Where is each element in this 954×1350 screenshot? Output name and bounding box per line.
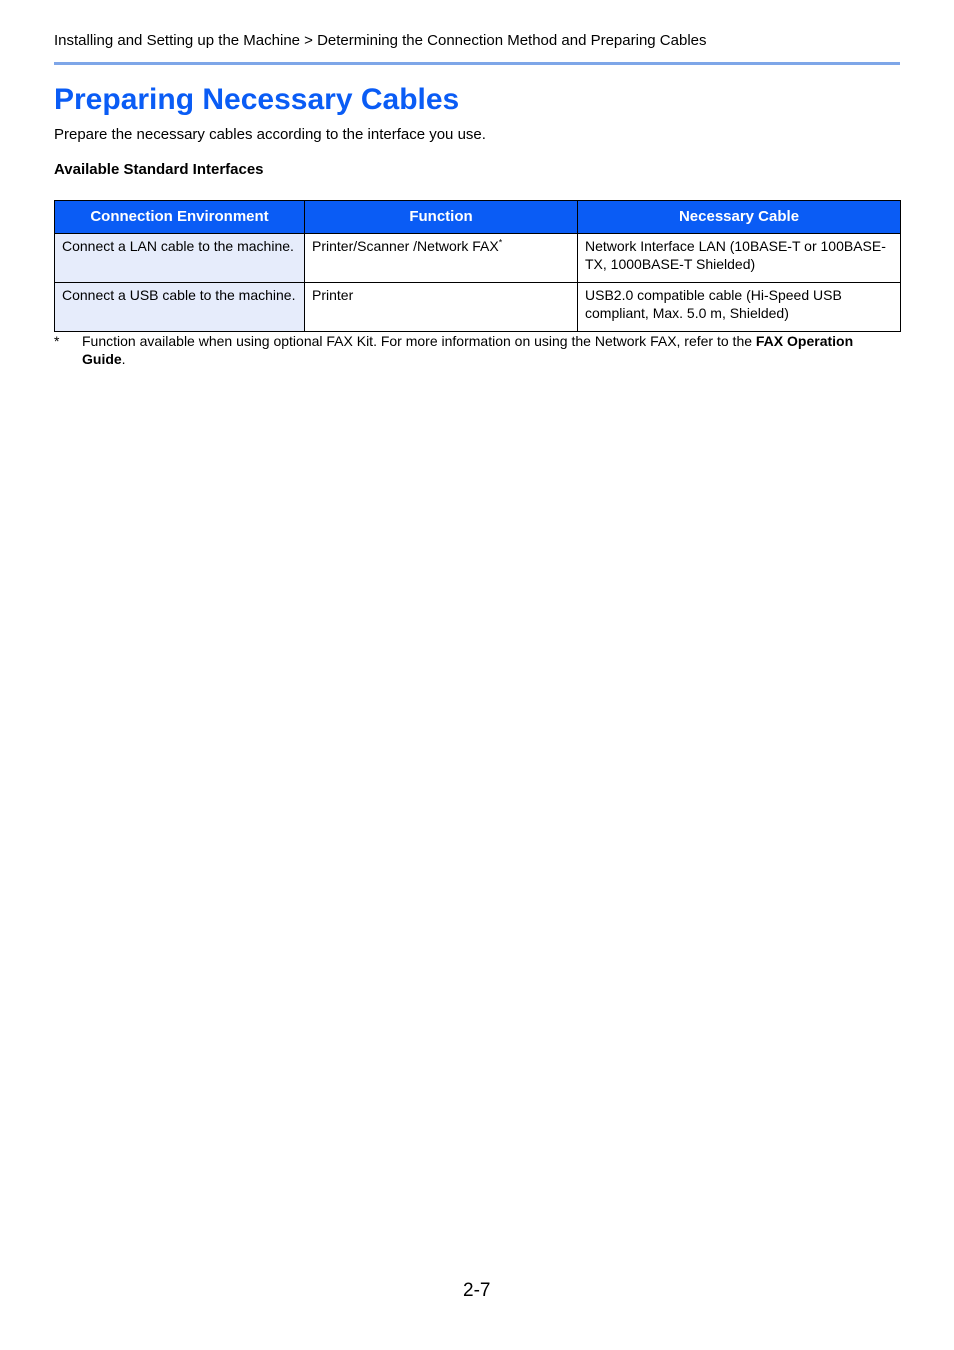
footnote — [54, 332, 900, 368]
function-text: Printer/Scanner /Network FAX — [312, 238, 499, 254]
table-cell-environment: Connect a USB cable to the machine. — [55, 283, 305, 332]
interfaces-table — [54, 200, 901, 332]
table-cell-function: Printer — [305, 283, 578, 332]
table-cell-function — [305, 234, 578, 283]
footnote-marker: * — [498, 237, 503, 248]
breadcrumb: Installing and Setting up the Machine > Determining the Connection Method and Preparing Cables — [54, 32, 707, 49]
footnote-reference: FAX Operation Guide — [82, 333, 854, 367]
footnote-end: . — [121, 351, 126, 367]
footnote-body: Function available when using optional FAX Kit. For more information on using the Network FAX, refer to the — [82, 333, 756, 349]
page-number: 2-7 — [463, 1280, 491, 1301]
table-row — [55, 234, 901, 283]
table-cell-cable: Network Interface LAN (10BASE-T or 100BASE-TX, 1000BASE-T Shielded) — [578, 234, 901, 283]
footnote-mark: * — [54, 333, 60, 349]
table-cell-cable: USB2.0 compatible cable (Hi-Speed USB compliant, Max. 5.0 m, Shielded) — [578, 283, 901, 332]
footnote-text — [82, 332, 900, 368]
header-divider — [54, 62, 900, 65]
table-row — [55, 283, 901, 332]
column-header-necessary-cable: Necessary Cable — [578, 201, 901, 234]
table-cell-environment: Connect a LAN cable to the machine. — [55, 234, 305, 283]
table-header-row — [55, 201, 901, 234]
column-header-connection-environment: Connection Environment — [55, 201, 305, 234]
section-heading: Available Standard Interfaces — [54, 161, 264, 178]
intro-paragraph: Prepare the necessary cables according to the interface you use. — [54, 126, 486, 143]
column-header-function: Function — [305, 201, 578, 234]
page-title: Preparing Necessary Cables — [54, 83, 460, 116]
